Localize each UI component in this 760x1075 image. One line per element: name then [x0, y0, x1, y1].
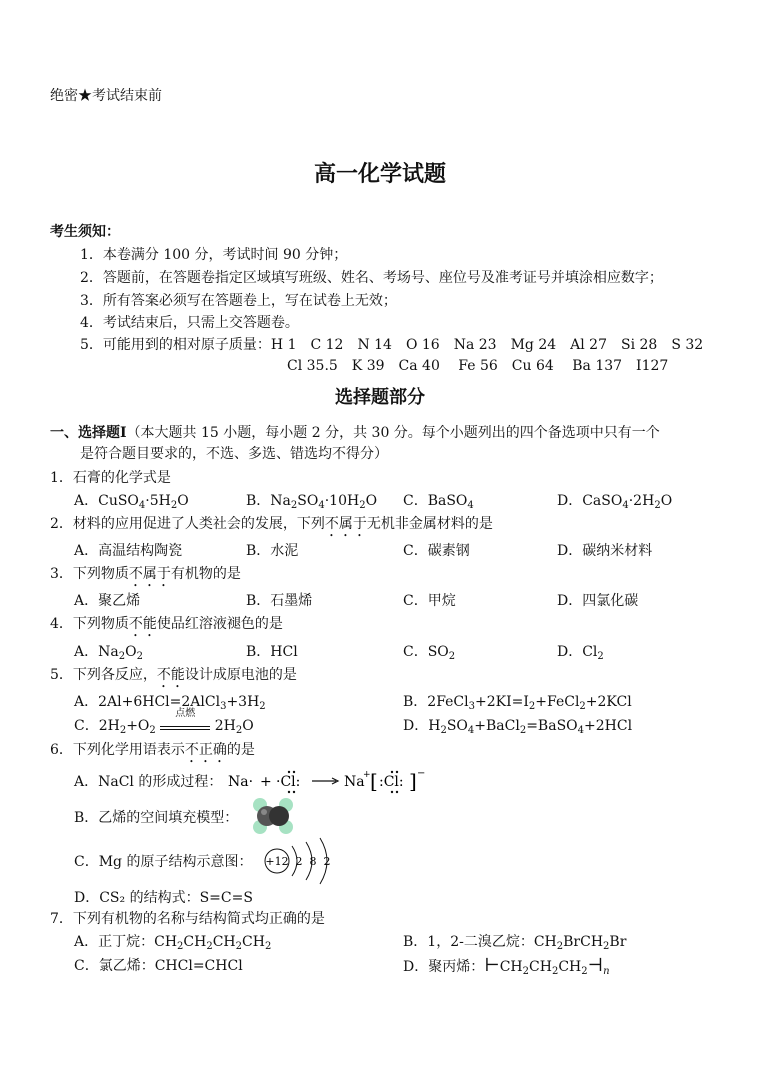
- q4-option-d: D．$Cl_2$: [557, 644, 604, 662]
- q5-option-c: C．$2H_2+O_2$ 点燃 $2H_2O$: [74, 708, 254, 736]
- shell-1-electrons: 2: [295, 855, 303, 868]
- q7-option-b: B．1，2-二溴乙烷：$CH_2BrCH_2Br$: [403, 934, 627, 952]
- svg-text::Cl:: :Cl:: [379, 774, 404, 790]
- q7-option-a: A．正丁烷：$CH_2CH_2CH_2CH_2$: [74, 934, 272, 952]
- shell-3-electrons: 2: [323, 855, 331, 868]
- q2-option-a: A．高温结构陶瓷: [74, 543, 183, 559]
- question-6-stem: 6．下列化学用语表示不正确的是: [50, 742, 255, 758]
- atomic-masses-line2: Cl 35.5 K 39 Ca 40 Fe 56 Cu 64 Ba 137 I127: [287, 358, 669, 374]
- notice-item-5: 5．可能用到的相对原子质量：H 1 C 12 N 14 O 16 Na 23 Mg 24 Al 27 Si 28 S 32: [80, 337, 704, 353]
- q5-option-a: A．$2Al+6HCl=2AlCl_3+3H_2$: [74, 694, 266, 712]
- q2-option-d: D．碳纳米材料: [557, 543, 653, 559]
- svg-text:+: +: [260, 774, 272, 790]
- svg-text:]: ]: [409, 769, 417, 793]
- svg-text:Na: Na: [344, 774, 365, 790]
- q1-option-c: C．BaSO$_4$: [403, 493, 474, 511]
- shell-2-electrons: 8: [309, 855, 317, 868]
- emphasis-text: 不属于: [128, 566, 171, 582]
- svg-text:+: +: [363, 770, 371, 780]
- part-one-heading: [50, 423, 660, 443]
- question-1-stem: 1．石膏的化学式是: [50, 470, 171, 486]
- notice-item-2: 2．答题前，在答题卷指定区域填写班级、姓名、考场号、座位号及准考证号并填涂相应数字；: [80, 270, 663, 286]
- part-label: 一、选择题Ⅰ: [50, 425, 127, 441]
- emphasis-text: 不属于: [324, 516, 367, 532]
- notice-item-3: 3．所有答案必须写在答题卷上，写在试卷上无效；: [80, 293, 397, 309]
- q4-option-c: C．$SO_2$: [403, 644, 456, 662]
- svg-text:[: [: [370, 769, 378, 793]
- q4-option-b: B．HCl: [246, 644, 298, 660]
- q7-option-c: C．氯乙烯：CHCl=CHCl: [74, 958, 243, 974]
- q1-option-d: D．$CaSO_4\cdot 2H_2O$: [557, 493, 673, 511]
- q5-option-d: D．$H_2SO_4+BaCl_2=BaSO_4+2HCl$: [403, 718, 633, 736]
- q3-option-d: D．四氯化碳: [557, 593, 639, 609]
- part-description-cont: 是符合题目要求的，不选、多选、错选均不得分）: [80, 446, 388, 462]
- question-4-stem: 4．下列物质不能使品红溶液褪色的是: [50, 616, 283, 632]
- emphasis-text: 不能: [128, 616, 157, 632]
- q2-option-b: B．水泥: [246, 543, 299, 559]
- q7-option-d: D．聚丙烯：$⊢CH_2CH_2CH_2⊣_n$: [403, 955, 610, 977]
- q3-option-b: B．石墨烯: [246, 593, 313, 609]
- q6-option-b: B．乙烯的空间填充模型：: [74, 810, 239, 826]
- q5-option-b: B．$2FeCl_3+2KI=I_2+FeCl_2+2KCl$: [403, 694, 632, 712]
- ethylene-space-filling-model: [248, 795, 298, 837]
- nucleus-charge: +12: [265, 855, 289, 868]
- page-title: 高一化学试题: [313, 162, 446, 187]
- confidential-label: 绝密★考试结束前: [50, 88, 162, 104]
- q4-option-a: A．$Na_2O_2$: [74, 644, 143, 662]
- q2-option-c: C．碳素钢: [403, 543, 470, 559]
- emphasis-text: 不正确: [184, 742, 227, 758]
- question-3-stem: 3．下列物质不属于有机物的是: [50, 566, 241, 582]
- reaction-condition: 点燃: [160, 716, 210, 730]
- part-description: （本大题共 15 小题，每小题 2 分，共 30 分。每个小题列出的四个备选项中只有一个: [126, 425, 660, 441]
- q6-option-d: D．CS₂ 的结构式：S=C=S: [74, 890, 253, 906]
- q3-option-a: A．聚乙烯: [74, 593, 141, 609]
- svg-text:−: −: [417, 768, 426, 779]
- section-title: 选择题部分: [335, 387, 425, 408]
- svg-text:Na·: Na·: [228, 774, 254, 790]
- question-7-stem: 7．下列有机物的名称与结构简式均正确的是: [50, 911, 325, 927]
- mg-atomic-structure-diagram: [262, 834, 342, 888]
- q6-option-c: C．Mg 的原子结构示意图：: [74, 854, 253, 870]
- q1-option-b: B．$Na_2SO_4\cdot 10H_2O$: [246, 493, 378, 511]
- question-2-stem: 2．材料的应用促进了人类社会的发展，下列不属于无机非金属材料的是: [50, 516, 493, 532]
- q6-option-a: A．NaCl 的形成过程：: [74, 774, 223, 790]
- q1-option-a: A．$CuSO_4\cdot 5H_2O$: [74, 493, 189, 511]
- notice-heading: 考生须知：: [50, 224, 120, 240]
- q3-option-c: C．甲烷: [403, 593, 456, 609]
- notice-item-4: 4．考试结束后，只需上交答题卷。: [80, 315, 299, 331]
- nacl-formation-diagram: [226, 762, 426, 798]
- svg-text:·Cl:: ·Cl:: [276, 774, 301, 790]
- question-5-stem: 5．下列各反应，不能设计成原电池的是: [50, 667, 297, 683]
- notice-item-1: 1．本卷满分 100 分，考试时间 90 分钟；: [80, 247, 348, 263]
- emphasis-text: 不能: [156, 667, 185, 683]
